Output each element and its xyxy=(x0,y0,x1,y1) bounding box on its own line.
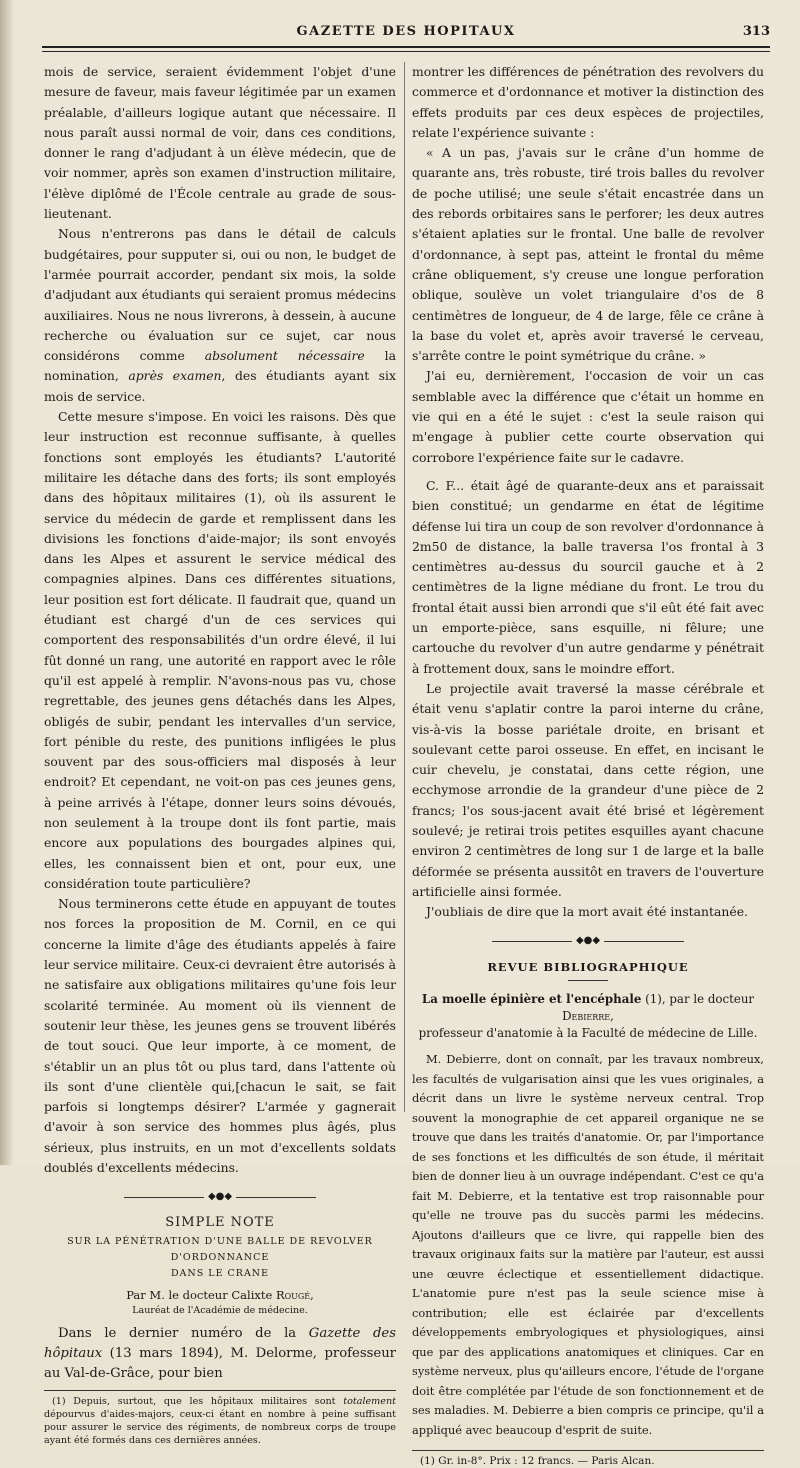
author-affiliation: Lauréat de l'Académie de médecine. xyxy=(132,1305,308,1317)
binding-shadow xyxy=(0,0,14,1165)
paragraph: Le projectile avait traversé la masse cérébrale et était venu s'aplatir contre la paroi interne du crâne, vis-à-vis la bosse pariétale droite, en brisant et soulevant cette paroi osseuse. En effet, en incisant le cuir chevelu, je constatai, dans cette région, une ecchymose arrondie de la grandeur d'une pièce de 2 francs; l'os sous-jacent avait été brisé et légèrement soulevé; je retirai trois petites esquilles ayant chacune environ 2 centimètres de long sur 1 de large et la balle déformée se présenta aussitôt en travers de l'ouverture artificielle ainsi formée. xyxy=(412,680,764,899)
article-subtitle: DANS LE CRANE xyxy=(170,1268,270,1280)
review-heading: REVUE BIBLIOGRAPHIQUE xyxy=(487,960,689,975)
heading-rule xyxy=(568,980,608,981)
header-rule xyxy=(42,46,770,52)
quotation: « A un pas, j'avais sur le crâne d'un homme de quarante ans, très robuste, tiré trois balles du revolver de poche utilisé; une seule s'était encastrée dans un des rebords orbitaires sans le perforer; les deux autres s'étaient aplaties sur le frontal. Une balle de revolver d'ordonnance, à sept pas, atteint le frontal du même crâne obliquement, s'y creuse une longue perforation oblique, soulève un volet triangulaire d'os de 8 centimètres de longueur, de 4 de large, fêle ce crâne à la base du volet et, après avoir traversé le cerveau, s'arrête contre le point symétrique du crâne. » xyxy=(412,145,764,364)
footnote-rule xyxy=(412,1450,764,1451)
footnote-rule xyxy=(44,1390,396,1391)
footnote: (1) Gr. in-8°. Prix : 12 francs. — Paris Alcan. xyxy=(420,1455,655,1468)
paragraph: Dans le dernier numéro de la Gazette des hôpitaux (13 mars 1894), M. Delorme, professeur au Val-de-Grâce, pour bien xyxy=(44,1326,397,1382)
paragraph: mois de service, seraient évidemment l'objet d'une mesure de faveur, mais faveur légitimée par un examen préalable, d'ailleurs logique autant que nécessaire. Il nous paraît aussi normal de voir, dans ces conditions, donner le rang d'adjudant à un élève médecin, que de voir nommer, après son examen d'instruction militaire, l'élève diplômé de l'École centrale au grade de sous-lieutenant. xyxy=(44,64,396,222)
paragraph: Nous terminerons cette étude en appuyant de toutes nos forces la proposition de M. Cornil, en ce qui concerne la limite d'âge des étudiants appelés à faire leur service militaire. Ceux-ci devraient être autorisés à ne satisfaire aux obligations militaires qu'une fois leur scolarité terminée. Au moment où ils viennent de soutenir leur thèse, les jeunes gens se trouvent libérés de tout souci. Que leur importe, à ce moment, de s'établir un an plus tôt ou plus tard, dans l'attente où ils sont d'une clientèle qui,[chacun le sait, se fait parfois si longtemps désirer? L'armée y gagnerait d'avoir à son service des hommes plus âgés, plus sérieux, plus instruits, en un mot d'excellents soldats doublés d'excellents médecins. xyxy=(44,896,396,1176)
page-number: 313 xyxy=(742,24,770,39)
section-ornament: ◆●◆ xyxy=(44,1192,396,1202)
footnote: (1) Depuis, surtout, que les hôpitaux militaires sont totalement dépourvus d'aides-majors, ceux-ci étant en nombre à peine suffisant pour assurer le service des régiments, de nombreux corps de troupe ayant été formés dans ces dernières années. xyxy=(44,1396,396,1447)
paragraph: montrer les différences de pénétration des revolvers du commerce et d'ordonnance et motiver la distinction des effets produits par ces deux espèces de projectiles, relate l'expérience suivante : xyxy=(412,64,764,140)
article-author: Par M. le docteur Calixte Rougé, xyxy=(126,1288,314,1303)
paragraph: J'ai eu, dernièrement, l'occasion de voir un cas semblable avec la différence que c'était un homme en vie qui en a été le sujet : c'est la seule raison qui m'engage à publier cette courte observation qui corrobore l'expérience faite sur le cadavre. xyxy=(412,368,764,465)
paragraph: J'oubliais de dire que la mort avait été instantanée. xyxy=(426,904,748,920)
left-column xyxy=(44,62,396,1447)
article-title: SIMPLE NOTE xyxy=(165,1215,275,1231)
paragraph: Nous n'entrerons pas dans le détail de calculs budgétaires, pour supputer si, oui ou non, le budget de l'armée pourrait accorder, pendant six mois, la solde d'adjudant aux étudiants qui seraient promus médecins auxiliaires. Nous ne nous livrerons, à dessein, à aucune recherche ou évaluation sur ce sujet, car nous considérons comme absolument nécessaire la nomination, après examen, des étudiants ayant six mois de service. xyxy=(44,226,396,404)
section-ornament: ◆●◆ xyxy=(412,936,764,946)
review-book-entry: La moelle épinière et l'encéphale (1), par le docteur Debierre, professeur d'anatomie à la Faculté de médecine de Lille. xyxy=(418,992,758,1041)
running-title: GAZETTE DES HOPITAUX xyxy=(296,24,516,39)
paragraph: Cette mesure s'impose. En voici les raisons. Dès que leur instruction est reconnue suffisante, à quelles fonctions sont employés les étudiants? L'autorité militaire les détache dans des forts; ils sont employés dans des hôpitaux militaires (1), où ils assurent le service du médecin de garde et remplissent dans les divisions les fonctions d'aide-major; ils sont envoyés dans les Alpes et assurent le service médical des compagnies alpines. Dans ces différentes situations, leur position est fort délicate. Il faudrait que, quand un étudiant est chargé d'un de ces services qui comportent des responsabilités d'un ordre élevé, il lui fût donné un rang, une autorité en rapport avec le rôle qu'il est appelé à remplir. N'avons-nous pas vu, chose regrettable, des jeunes gens détachés dans les Alpes, obligés de subir, pendant les intervalles d'un service, fort pénible du reste, des punitions infligées le plus souvent par des sous-officiers mal disposés à leur endroit? Et cependant, ne voit-on pas ces jeunes gens, à peine arrivés à l'étape, donner leurs soins dévoués, non seulement à la troupe dont ils font partie, mais encore aux populations des bourgades alpines qui, elles, les connaissent bien et ont, pour eux, une considération toute particulière? xyxy=(44,409,396,891)
review-text: M. Debierre, dont on connaît, par les travaux nombreux, les facultés de vulgarisation ainsi que les vues originales, a décrit dans un livre le système nerveux central. Trop souvent la monographie de cet appareil organique ne se trouve que dans les traités d'anatomie. Or, par l'importance de ses fonctions et les difficultés de son étude, il méritait bien de donner lieu à un ouvrage indépendant. C'est ce qu'a fait M. Debierre, et la tentative est trop raisonnable pour qu'elle ne trouve pas du succès parmi les médecins. Ajoutons d'ailleurs que ce livre, qui rappelle bien des travaux originaux faits sur la matière par l'auteur, est aussi une œuvre éclectique et essentiellement didactique. L'anatomie pure n'est pas la seule science mise à contribution; elle est éclairée par d'excellents développements embryologiques et physiologiques, ainsi que par des applications anatomiques et cliniques. Car en système nerveux, plus qu'ailleurs encore, l'étude de l'organe doit être complétée par l'étude de son fonctionnement et de ses maladies. M. Debierre a bien compris ce principe, qu'il a appliqué avec beaucoup d'esprit de suite. xyxy=(412,1052,764,1437)
right-column xyxy=(412,62,764,1468)
paragraph: C. F... était âgé de quarante-deux ans et paraissait bien constitué; un gendarme en état de légitime défense lui tira un coup de son revolver d'ordonnance à 2m50 de distance, la balle traversa l'os frontal à 3 centimètres au-dessus du sourcil gauche et à 2 centimètres de la ligne médiane du front. Le trou du frontal était aussi bien arrondi que s'il eût été fait avec un emporte-pièce, sans esquille, ni fêlure; une cartouche du revolver d'un autre gendarme y pénétrait à frottement doux, sans le moindre effort. xyxy=(412,477,764,676)
page-header xyxy=(42,24,770,46)
column-divider xyxy=(404,62,405,1112)
article-subtitle: SUR LA PÉNÉTRATION D'UNE BALLE DE REVOLVER D'ORDONNANCE xyxy=(67,1236,373,1264)
